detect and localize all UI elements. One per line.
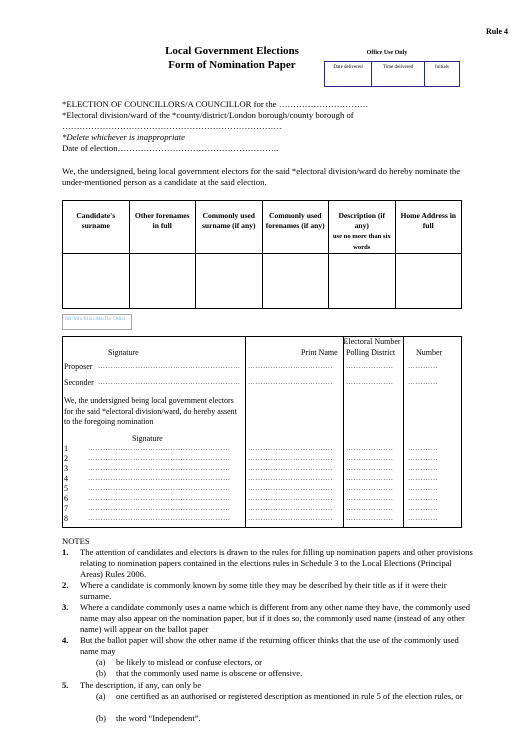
page-title: Local Government Elections [165,45,299,57]
assentor-signature-field[interactable]: ………………………………………………… [88,444,231,452]
note-4b-label: (b) [96,668,107,678]
print-name-header: Print Name [301,348,338,357]
note-5-number: 5. [62,680,69,690]
assentor-number-field[interactable]: ………… [408,504,438,512]
description-field[interactable] [329,254,396,309]
polling-district-header: Polling District [346,348,396,357]
election-line: *ELECTION OF COUNCILLORS/A COUNCILLOR for the …………………………. [62,99,368,109]
note-4b: that the commonly used name is obscene or offensive. [116,668,303,678]
ward-blank-line: …………………………………………………………………. [62,121,282,131]
assentor-name-field[interactable]: ……………………………. [248,454,333,462]
assentor-row: 6 ………………………………………………… ……………………………. ………………. ………… [64,494,460,504]
proposer-number-field[interactable]: ………… [408,362,438,370]
note-4a-label: (a) [96,657,106,667]
note-5b: the word “Independent”. [116,713,201,723]
other-forenames-header: Other forenames in full [129,201,196,254]
note-1: The attention of candidates and electors is drawn to the rules for filling up nomination papers and other provisions relating to nomination papers contained in the elections rules in Schedule 3 to the Local Elections (Principal Areas) Rules 2006. [80,547,473,579]
note-2-number: 2. [62,580,69,590]
assentor-number-field[interactable]: ………… [408,474,438,482]
note-5a: one certified as an authorised or registered description as mentioned in rule 5 of the election rules, or [116,691,463,701]
note-1-number: 1. [62,547,69,557]
delete-note: *Delete whichever is inappropriate [62,132,185,142]
note-3-number: 3. [62,602,69,612]
assentor-number-field[interactable]: ………… [408,494,438,502]
note-2: Where a candidate is commonly known by some title they may be described by their title as if it were their surname. [80,580,447,601]
assentor-number-field[interactable]: ………… [408,464,438,472]
home-address-header: Home Address in full [395,201,462,254]
time-delivered-cell[interactable]: Time delivered [372,62,425,87]
assentor-name-field[interactable]: ……………………………. [248,444,333,452]
description-header: Description (if any) use no more than six words [329,201,396,254]
candidate-surname-field[interactable] [63,254,130,309]
page-subtitle: Form of Nomination Paper [168,59,296,71]
assentor-district-field[interactable]: ………………. [346,484,394,492]
assent-signature-header: Signature [132,434,163,443]
common-surname-header: Commonly used surname (if any) [196,201,263,254]
signature-header: Signature [108,348,139,357]
assentor-number-field[interactable]: ………… [408,454,438,462]
assentor-district-field[interactable]: ………………. [346,494,394,502]
proposer-district-field[interactable]: ………………. [346,362,394,370]
date-delivered-cell[interactable]: Date delivered [325,62,372,87]
candidate-surname-header: Candidate's surname [63,201,130,254]
assentor-name-field[interactable]: ……………………………. [248,464,333,472]
assentor-row: 1 ………………………………………………… ……………………………. ………………. ………… [64,444,460,454]
home-address-field[interactable] [395,254,462,309]
assentor-signature-field[interactable]: ………………………………………………… [88,494,231,502]
note-4: But the ballot paper will show the other name if the returning officer thinks that the use of the commonly used name may [80,635,459,656]
assentor-row: 3 ………………………………………………… ……………………………. ………………. ………… [64,464,460,474]
assentor-signature-field[interactable]: ………………………………………………… [88,454,231,462]
common-surname-field[interactable] [196,254,263,309]
assentor-number-field[interactable]: ………… [408,444,438,452]
number-header: Number [416,348,443,357]
assentor-district-field[interactable]: ………………. [346,454,394,462]
assentor-signature-field[interactable]: ………………………………………………… [88,504,231,512]
note-5: The description, if any, can only be [80,680,202,690]
assent-text: We, the undersigned being local government electors for the said *electoral division/ward, do hereby assent to the foregoing nomination [64,396,237,426]
assentor-number-field[interactable]: ………… [408,484,438,492]
seconder-label: Seconder [64,378,94,387]
note-5b-label: (b) [96,713,107,723]
assentor-row: 7 ………………………………………………… ……………………………. ………………. ………… [64,504,460,514]
proposer-name-field[interactable]: ……………………………. [248,362,333,370]
assentor-name-field[interactable]: ……………………………. [248,484,333,492]
candidate-table [62,200,462,309]
rule-number: Rule 4 [486,27,508,36]
nomination-intro: We, the undersigned, being local government electors for the said *electoral division/ward do hereby nominate the under-mentioned person as a candidate at the said election. [62,166,461,187]
assentor-signature-field[interactable]: ………………………………………………… [88,474,231,482]
seconder-number-field[interactable]: ………… [408,378,438,386]
assentor-signature-field[interactable]: ………………………………………………… [88,464,231,472]
assentor-district-field[interactable]: ………………. [346,474,394,482]
assentor-district-field[interactable]: ………………. [346,464,394,472]
common-forenames-field[interactable] [262,254,329,309]
other-forenames-field[interactable] [129,254,196,309]
assentor-row: 8 ………………………………………………… ……………………………. ………………. ………… [64,514,460,524]
assentor-name-field[interactable]: ……………………………. [248,474,333,482]
assentor-district-field[interactable]: ………………. [346,444,394,452]
assentor-signature-field[interactable]: ………………………………………………… [88,484,231,492]
proposer-signature-field[interactable]: ………………………………………………… [98,362,240,370]
assentor-list [64,444,460,524]
assentor-row: 4 ………………………………………………… ……………………………. ………………. ………… [64,474,460,484]
assentor-number-field[interactable]: ………… [408,514,438,522]
seconder-name-field[interactable]: ……………………………. [248,378,333,386]
notes-heading: NOTES [62,536,90,546]
assentor-name-field[interactable]: ……………………………. [248,494,333,502]
seconder-signature-field[interactable]: ………………………………………………… [98,378,240,386]
assentor-district-field[interactable]: ………………. [346,514,394,522]
assentor-row: 2 ………………………………………………… ……………………………. ………………. ………… [64,454,460,464]
common-forenames-header: Commonly used forenames (if any) [262,201,329,254]
assentor-name-field[interactable]: ……………………………. [248,504,333,512]
proposer-label: Proposer [64,362,93,371]
electoral-number-header: Electoral Number [343,337,401,346]
office-use-table [324,61,460,87]
title-hint-box[interactable]: Mr/Mrs/Miss/Ms/Dr/ Other [62,314,132,330]
date-of-election-line: Date of election……………………………………………….. [62,143,279,153]
note-3: Where a candidate commonly uses a name which is different from any other name they have, the commonly used name may also appear on the nomination paper, but if it does so, the commonly used name (instead of any other name) will appear on the ballot paper [80,602,471,634]
note-4-number: 4. [62,635,69,645]
assentor-name-field[interactable]: ……………………………. [248,514,333,522]
note-5a-label: (a) [96,691,106,701]
assentor-district-field[interactable]: ………………. [346,504,394,512]
seconder-district-field[interactable]: ………………. [346,378,394,386]
ward-line: *Electoral division/ward of the *county/district/London borough/county borough of [62,110,354,120]
assentor-row: 5 ………………………………………………… ……………………………. ………………. ………… [64,484,460,494]
note-4a: be likely to mislead or confuse electors, or [116,657,263,667]
assentor-signature-field[interactable]: ………………………………………………… [88,514,231,522]
initials-cell[interactable]: Initials [425,62,460,87]
office-use-label: Office Use Only [366,50,408,56]
